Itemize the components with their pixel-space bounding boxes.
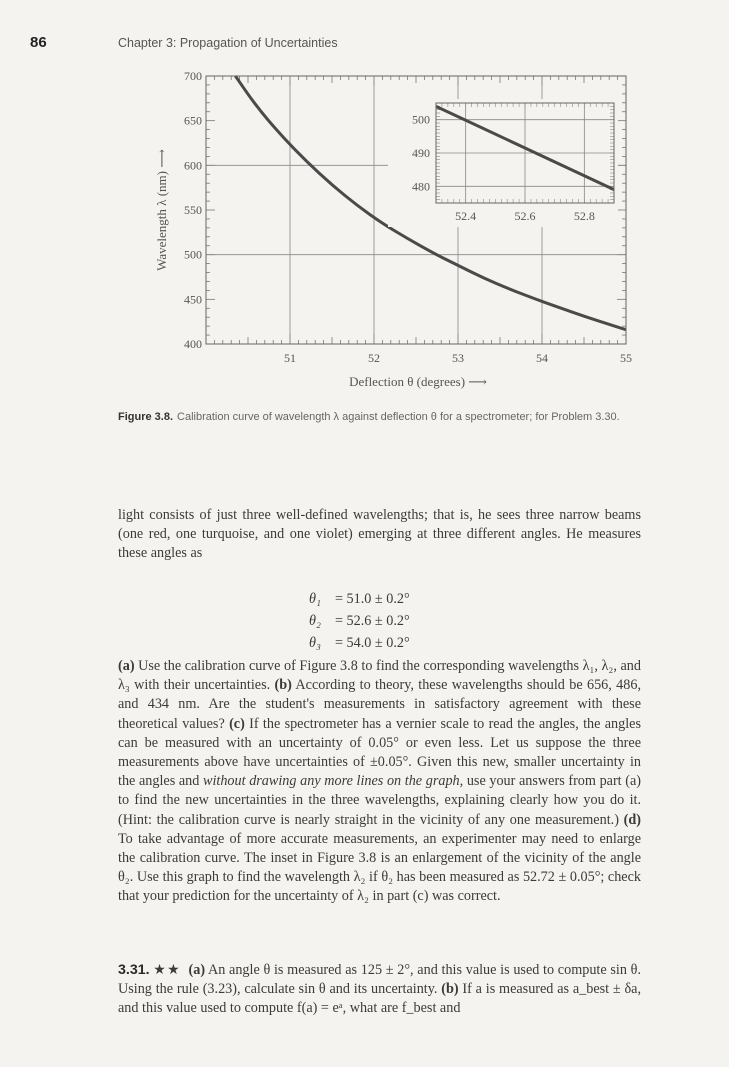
part-a-label: (a)	[188, 962, 206, 978]
equation-row	[309, 588, 410, 610]
y-tick-label: 650	[184, 113, 202, 128]
equation-lhs: θ₂	[309, 613, 321, 629]
equation-lhs: θ₃	[309, 635, 321, 651]
inset-x-tick-label: 52.6	[514, 209, 536, 223]
caption-label: Figure 3.8.	[118, 411, 174, 423]
paragraph-problem-parts	[118, 657, 641, 907]
part-d-label: (d)	[623, 811, 641, 828]
difficulty-stars: ★★	[153, 962, 182, 978]
y-tick-label: 400	[184, 337, 202, 351]
figure-caption	[118, 410, 658, 425]
equation-lhs: θ₁	[309, 591, 321, 607]
angle-measurements	[309, 588, 410, 654]
equation-row	[309, 610, 410, 632]
inset-y-tick-label: 480	[412, 179, 430, 194]
page-number: 86	[30, 34, 47, 51]
part-c-text: If the spectrometer has a vernier scale to read the angles, the angles can be measured with an uncertainty of 0.05° or even less. Let us suppose the three measurements above have uncertainties of ±0.05°. Given this new, smaller uncertainty in the angles and	[118, 715, 641, 790]
part-b-label: (b)	[441, 981, 459, 998]
part-c-label: (c)	[229, 715, 245, 732]
equation-rhs: = 54.0 ± 0.2°	[335, 635, 410, 651]
y-tick-label: 550	[184, 203, 202, 217]
x-tick-label: 51	[284, 351, 296, 365]
x-tick-label: 53	[452, 351, 464, 365]
problem-number: 3.31.	[118, 962, 150, 978]
part-a-label: (a)	[118, 658, 135, 674]
inset-y-tick-label: 500	[412, 112, 430, 127]
inset-x-tick-label: 52.8	[573, 209, 595, 223]
part-b-text: According to theory, these wavelengths should be 656, 486, and 434 nm. Are the student's measurements in satisfactory agreement with these theoretical values?	[118, 677, 641, 732]
inset-y-tick-label: 490	[412, 146, 430, 160]
part-c-emphasis: without drawing any more lines on the graph,	[202, 773, 464, 790]
y-tick-label: 700	[184, 69, 202, 83]
x-tick-label: 52	[368, 351, 380, 365]
inset-y-tick-labels	[412, 113, 430, 194]
equation-rhs: = 51.0 ± 0.2°	[335, 591, 410, 607]
part-b-label: (b)	[274, 677, 292, 694]
x-tick-labels	[284, 351, 632, 365]
part-b-text: If a is measured as a_best ± δa, and this value used to compute f(a) = eᵃ, what are f_best and	[118, 981, 642, 1017]
paragraph-intro: light consists of just three well-defined wavelengths; that is, he sees three narrow beams (one red, one turquoise, and one violet) emerging at three different angles. He measures these angles as	[118, 507, 641, 562]
paragraph-problem-3-31	[118, 961, 641, 1019]
caption-text: Calibration curve of wavelength λ against deflection θ for a spectrometer; for Problem 3.30.	[177, 411, 620, 423]
part-d-text: To take advantage of more accurate measurements, an experimenter may need to enlarge the calibration curve. The inset in Figure 3.8 is an enlargement of the vicinity of the angle θ₂. Use this graph to find the wavelength λ₂ if θ₂ has been measured as 52.72 ± 0.05°; check that your prediction for the uncertainty of λ₂ in part (c) was correct.	[118, 830, 641, 905]
y-tick-labels	[184, 69, 202, 351]
running-head: Chapter 3: Propagation of Uncertainties	[118, 36, 338, 50]
x-tick-label: 55	[620, 351, 632, 365]
y-tick-label: 500	[184, 247, 202, 262]
y-tick-label: 450	[184, 292, 202, 307]
y-axis-label: Wavelength λ (nm) ⟶	[154, 149, 169, 271]
y-tick-label: 600	[184, 158, 202, 173]
equation-row	[309, 632, 410, 654]
part-a-text: Use the calibration curve of Figure 3.8 to find the corresponding wavelengths λ₁, λ₂, and λ₃ with their uncertainties.	[118, 658, 641, 694]
x-tick-label: 54	[536, 351, 548, 365]
calibration-figure	[0, 0, 729, 400]
inset-x-tick-labels	[455, 209, 595, 223]
equation-rhs: = 52.6 ± 0.2°	[335, 613, 410, 629]
part-c-text-2: use your answers from part (a) to find the new uncertainties in the three wavelengths, explaining clearly how you do it. (Hint: the calibration curve is nearly straight in the vicinity of any one measurement.)	[118, 773, 642, 828]
part-a-text: An angle θ is measured as 125 ± 2°, and this value is used to compute sin θ. Using the rule (3.23), calculate sin θ and its uncertainty.	[118, 962, 641, 998]
x-axis-label: Deflection θ (degrees) ⟶	[349, 374, 487, 389]
inset-x-tick-label: 52.4	[455, 209, 477, 223]
